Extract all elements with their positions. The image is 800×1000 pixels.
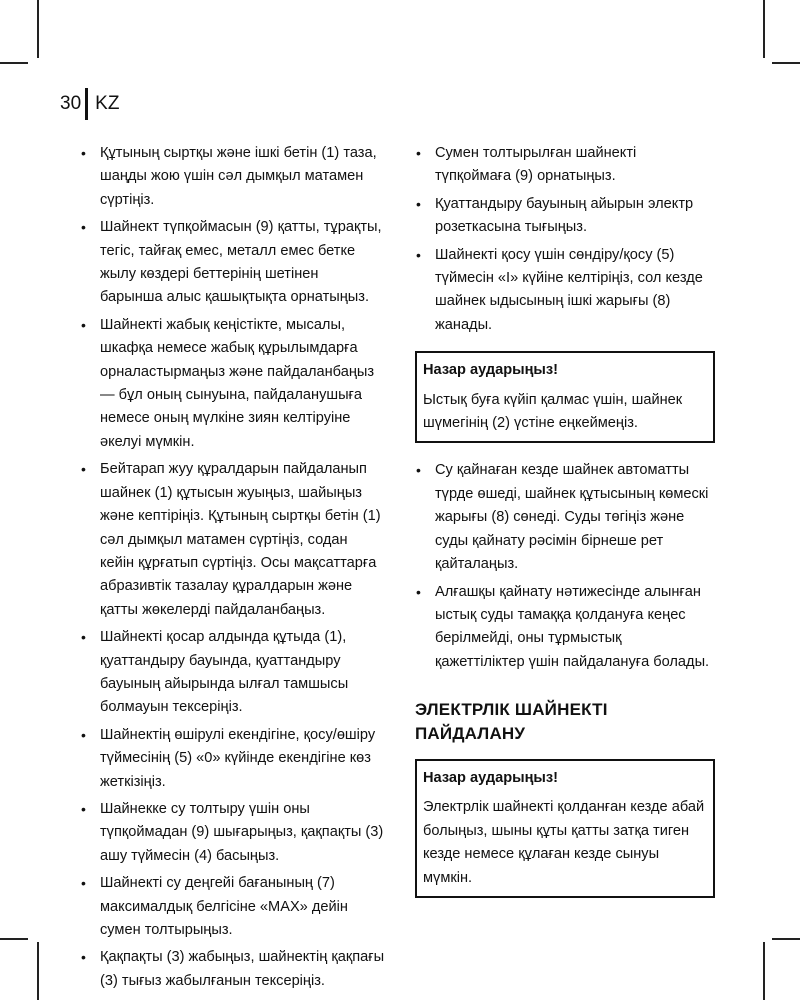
- header-divider: [85, 88, 88, 120]
- notice-text: Ыстық буға күйіп қалмас үшін, шайнек шүмегінің (2) үстіне еңкеймеңіз.: [423, 391, 683, 432]
- crop-mark-bottom-right: [763, 942, 765, 1000]
- crop-mark-top-right: [763, 0, 765, 58]
- notice-title: Назар аударыңыз!: [423, 769, 558, 786]
- list-item: • Шайнекті қосу үшін сөндіру/қосу (5) түймесін «I» күйіне келтіріңіз, сол кезде шайнек ыдысының ішкі жарығы (8) жанады.: [415, 244, 715, 338]
- left-bullet-list: [80, 142, 385, 993]
- crop-mark-right-top: [772, 62, 800, 64]
- left-column: [80, 142, 385, 997]
- list-item: • Шайнектің өшірулі екендігіне, қосу/өшіру түймесінің (5) «0» күйінде екендігіне көз жеткізіңіз.: [80, 724, 385, 794]
- list-item: • Шайнект түпқоймасын (9) қатты, тұрақты, тегіс, тайғақ емес, металл емес бетке жылу көздері беттерінің шетінен барынша алыс қашықтықта орнатыңыз.: [80, 216, 385, 310]
- notice-box-burn-warning: [415, 351, 715, 443]
- list-item: • Алғашқы қайнату нәтижесінде алынған ыстық суды тамаққа қолдануға кеңес берілмейді, оны тұрмыстық қажеттіліктер үшін пайдалануға болады.: [415, 581, 715, 675]
- page-header: [60, 88, 119, 120]
- section-title: ЭЛЕКТРЛІК ШАЙНЕКТІ ПАЙДАЛАНУ: [415, 700, 608, 743]
- list-item: • Құтының сыртқы және ішкі бетін (1) таза, шаңды жою үшін сәл дымқыл матамен сүртіңіз.: [80, 142, 385, 212]
- right-bullet-list-top: [415, 142, 715, 337]
- crop-mark-left-bottom: [0, 938, 28, 940]
- list-item: • Шайнекті қосар алдында құтыда (1), қуаттандыру бауында, қуаттандыру бауының айырында ылғал тамшысы болмауын тексеріңіз.: [80, 626, 385, 720]
- crop-mark-left-top: [0, 62, 28, 64]
- notice-text: Электрлік шайнекті қолданған кезде абай болыңыз, шыны құты қатты затқа тиген кезде немесе құлаған кезде сынуы мүмкін.: [423, 799, 705, 886]
- list-item: • Қуаттандыру бауының айырын электр розеткасына тығыңыз.: [415, 193, 715, 240]
- list-item: • Сумен толтырылған шайнекті түпқоймаға (9) орнатыңыз.: [415, 142, 715, 189]
- page-number: 30: [60, 93, 82, 114]
- notice-box-glass-warning: [415, 759, 715, 898]
- list-item: • Шайнекті жабық кеңістікте, мысалы, шкафқа немесе жабық құрылымдарға орналастырмаңыз және пайдаланбаңыз — бұл оның сынуына, пайдаланушыға немесе оның мүлкіне зиян келтіруіне әкелуі мүмкін.: [80, 314, 385, 454]
- list-item: • Бейтарап жуу құралдарын пайдаланып шайнек (1) құтысын жуыңыз, шайыңыз және кептіріңіз. Құтының сыртқы бетін (1) сәл дымқыл матамен сүртіңіз, содан кейін құрғатып сүртіңіз. Осы мақсаттарға абразивтік тазалау құралдарын және қатты жөкелерді пайдаланбаңыз.: [80, 458, 385, 622]
- crop-mark-bottom-left: [37, 942, 39, 1000]
- notice-title: Назар аударыңыз!: [423, 362, 558, 379]
- right-bullet-list-bottom: [415, 459, 715, 674]
- language-code: KZ: [95, 93, 120, 114]
- crop-mark-top-left: [37, 0, 39, 58]
- list-item: • Қақпақты (3) жабыңыз, шайнектің қақпағы (3) тығыз жабылғанын тексеріңіз.: [80, 946, 385, 993]
- crop-mark-right-bottom: [772, 938, 800, 940]
- list-item: • Шайнекке су толтыру үшін оны түпқоймадан (9) шығарыңыз, қақпақты (3) ашу түймесін (4) басыңыз.: [80, 798, 385, 868]
- right-column: [415, 142, 715, 914]
- list-item: • Шайнекті су деңгейі бағанының (7) максималдық белгісіне «MAX» дейін сумен толтырыңыз.: [80, 872, 385, 942]
- list-item: • Су қайнаған кезде шайнек автоматты түрде өшеді, шайнек құтысының көмескі жарығы (8) сөнеді. Суды төгіңіз және суды қайнату рәсімін бірнеше рет қайталаңыз.: [415, 459, 715, 576]
